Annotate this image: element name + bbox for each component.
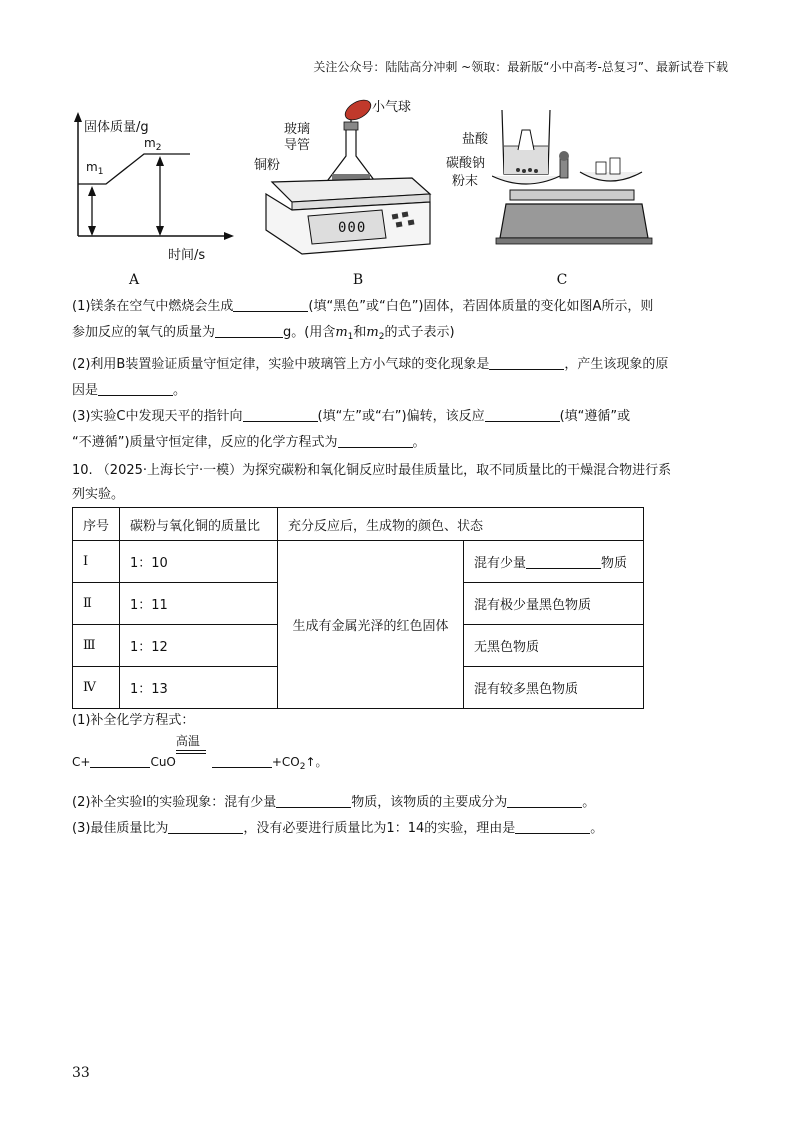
soda-label-2: 粉末 (452, 174, 479, 189)
row-id: Ⅱ (73, 583, 120, 625)
reaction-condition: 高温 (176, 752, 206, 766)
answer-blank[interactable] (526, 555, 601, 569)
q9-part3-line2: “不遵循”)质量守恒定律，反应的化学方程式为 。 (72, 435, 426, 450)
answer-blank[interactable] (233, 298, 308, 312)
merged-result: 生成有金属光泽的红色固体 (278, 541, 464, 709)
answer-blank[interactable] (515, 820, 590, 834)
x-axis-arrow (224, 232, 234, 240)
row-id: Ⅲ (73, 625, 120, 667)
q10-part2: (2)补全实验Ⅰ的实验现象：混有少量 物质，该物质的主要成分为 。 (72, 795, 596, 810)
answer-blank[interactable] (215, 324, 283, 338)
table-row (73, 541, 644, 583)
answer-blank[interactable] (243, 408, 318, 422)
answer-blank[interactable] (212, 754, 272, 768)
balance-base-icon (500, 204, 648, 238)
figure-c-balance (492, 100, 662, 250)
q10-part1: (1)补全化学方程式： (72, 713, 195, 728)
header-id: 序号 (73, 508, 120, 541)
balloon-label: 小气球 (372, 100, 412, 115)
row-ratio: 1：12 (120, 625, 278, 667)
answer-blank[interactable] (90, 754, 150, 768)
m2-label: $m_2$ (144, 136, 162, 153)
tube-label-2: 导管 (284, 138, 311, 153)
q9-part1-line1: (1)镁条在空气中燃烧会生成 (填“黑色”或“白色”)固体，若固体质量的变化如图A所示，则 (72, 299, 654, 314)
answer-blank[interactable] (489, 356, 564, 370)
balance-beam-icon (510, 190, 634, 200)
weight-icon (596, 162, 606, 174)
scale-readout: 000 (338, 220, 367, 236)
m1-label: $m_1$ (86, 160, 104, 177)
row-ratio: 1：10 (120, 541, 278, 583)
figure-a-label: A (128, 272, 140, 288)
row-note: 混有极少量黑色物质 (464, 583, 644, 625)
answer-blank[interactable] (168, 820, 243, 834)
q9-part3-line1: (3)实验C中发现天平的指针向 (填“左”或“右”)偏转，该反应 (填“遵循”或 (72, 409, 631, 424)
weight-icon (610, 158, 620, 174)
q10-part3: (3)最佳质量比为 ，没有必要进行质量比为1：14的实验，理由是 。 (72, 821, 604, 836)
acid-label: 盐酸 (462, 132, 489, 147)
row-ratio: 1：11 (120, 583, 278, 625)
q9-part2-line2: 因是 。 (72, 383, 187, 398)
answer-blank[interactable] (507, 794, 582, 808)
figure-b-label: B (352, 272, 364, 288)
answer-blank[interactable] (98, 382, 173, 396)
answer-blank[interactable] (338, 434, 413, 448)
header-result: 充分反应后，生成物的颜色、状态 (278, 508, 644, 541)
left-pan-icon (492, 176, 560, 184)
answer-blank[interactable] (276, 794, 351, 808)
chemical-equation: C+ CuO 高温 $+CO_2↑$。 (72, 734, 328, 772)
soda-label-1: 碳酸钠 (446, 156, 486, 171)
row-ratio: 1：13 (120, 667, 278, 709)
header-ratio: 碳粉与氧化铜的质量比 (120, 508, 278, 541)
y-axis-label: 固体质量/g (84, 120, 149, 135)
q10-intro-line1: 10. （2025·上海长宁·一模）为探究碳粉和氧化铜反应时最佳质量比，取不同质量比的干燥混合物进行系 (72, 463, 672, 478)
figure-c-label: C (556, 272, 568, 288)
row-note: 无黑色物质 (464, 625, 644, 667)
table-header-row (73, 508, 644, 541)
copper-label: 铜粉 (254, 158, 281, 173)
page-number: 33 (72, 1065, 90, 1081)
row-note: 混有少量 物质 (464, 541, 644, 583)
y-axis-arrow (74, 112, 82, 122)
balloon-icon (342, 98, 374, 124)
row-note: 混有较多黑色物质 (464, 667, 644, 709)
row-id: Ⅰ (73, 541, 120, 583)
q9-part1-line2: 参加反应的氧气的质量为 g。(用含$m_1$和$m_2$的式子表示) (72, 325, 455, 342)
q10-intro-line2: 列实验。 (72, 487, 125, 502)
q9-part2-line1: (2)利用B装置验证质量守恒定律，实验中玻璃管上方小气球的变化现象是 ，产生该现象的原 (72, 357, 669, 372)
experiment-table (72, 507, 644, 709)
page-header: 关注公众号：陆陆高分冲刺 ~领取：最新版“小中高考-总复习”、最新试卷下载 (313, 60, 728, 74)
tube-label-1: 玻璃 (284, 122, 311, 137)
x-axis-label: 时间/s (168, 248, 206, 263)
stopper-icon (344, 122, 358, 130)
row-id: Ⅳ (73, 667, 120, 709)
answer-blank[interactable] (485, 408, 560, 422)
